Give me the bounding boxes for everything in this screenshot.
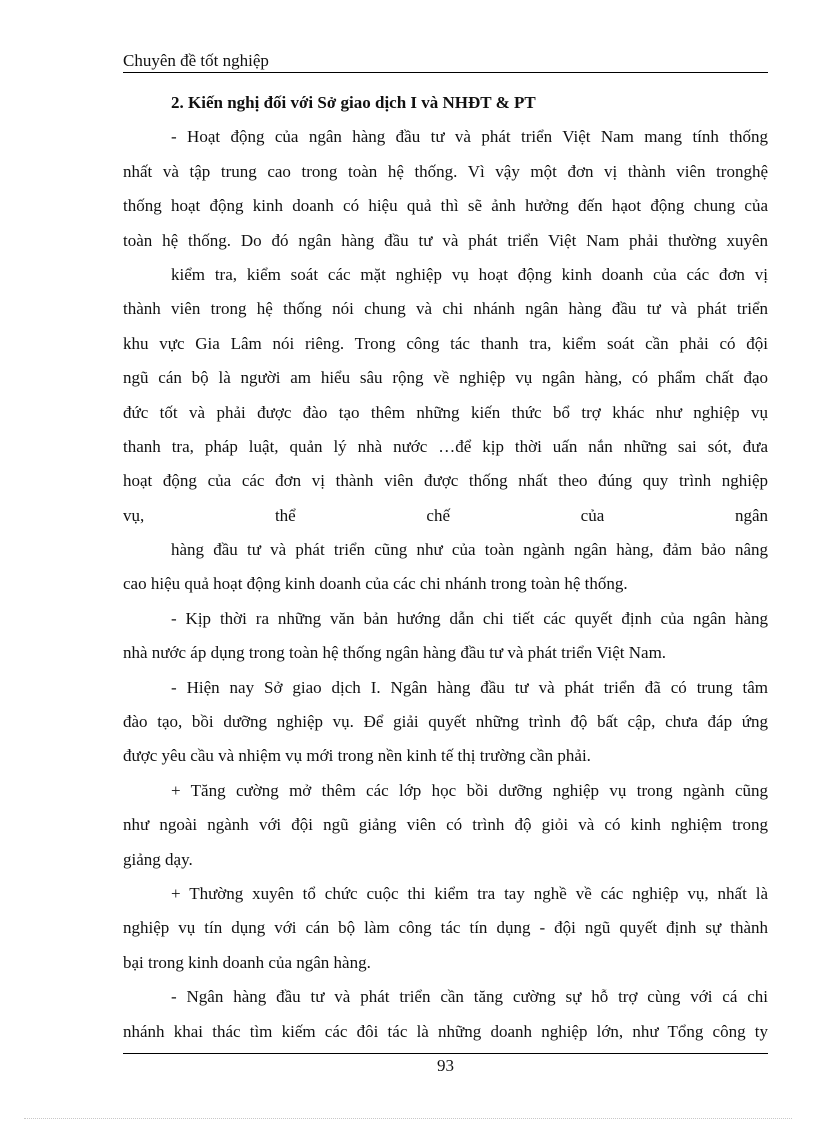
text-line: giảng dạy. bbox=[123, 849, 193, 869]
text-line: thanh tra, pháp luật, quản lý nhà nước …để kịp thời uấn nắn những sai sót, đưa bbox=[123, 436, 768, 456]
body-text bbox=[123, 86, 768, 1049]
text-line: vụ, thể chế của ngân bbox=[123, 505, 768, 525]
text-line: thành viên trong hệ thống nói chung và chi nhánh ngân hàng đầu tư và phát triển bbox=[123, 299, 768, 319]
text-line: nghiệp vụ tín dụng với cán bộ làm công tác tín dụng - đội ngũ quyết định sự thành bbox=[123, 918, 768, 938]
text-line: đức tốt và phải được đào tạo thêm những kiến thức bổ trợ khác như nghiệp vụ bbox=[123, 402, 768, 422]
text-line: như ngoài ngành với đội ngũ giảng viên có trình độ giỏi và có kinh nghiệm trong bbox=[123, 815, 768, 835]
page-number: 93 bbox=[437, 1056, 454, 1075]
text-line: + Thường xuyên tổ chức cuộc thi kiểm tra tay nghề về các nghiệp vụ, nhất là bbox=[171, 883, 768, 903]
text-line: hàng đầu tư và phát triển cũng như của toàn ngành ngân hàng, đảm bảo nâng bbox=[171, 540, 768, 560]
page-header bbox=[123, 50, 768, 73]
text-line: - Ngân hàng đầu tư và phát triển cần tăng cường sự hỗ trợ cùng với cá chi bbox=[171, 987, 768, 1007]
text-line: đào tạo, bồi dưỡng nghiệp vụ. Để giải quyết những trình độ bất cập, chưa đáp ứng bbox=[123, 712, 768, 732]
text-line: - Hoạt động của ngân hàng đầu tư và phát triển Việt Nam mang tính thống bbox=[171, 127, 768, 147]
text-line: cao hiệu quả hoạt động kinh doanh của các chi nhánh trong toàn hệ thống. bbox=[123, 574, 628, 594]
text-line: toàn hệ thống. Do đó ngân hàng đầu tư và phát triển Việt Nam phải thường xuyên bbox=[123, 230, 768, 250]
text-line: nhà nước áp dụng trong toàn hệ thống ngân hàng đầu tư và phát triển Việt Nam. bbox=[123, 643, 667, 663]
text-line: khu vực Gia Lâm nói riêng. Trong công tác thanh tra, kiểm soát cần phải có đội bbox=[123, 333, 768, 353]
text-line: thống hoạt động kinh doanh có hiệu quả thì sẽ ảnh hưởng đến hạot động chung của bbox=[123, 196, 768, 216]
text-line: bại trong kinh doanh của ngân hàng. bbox=[123, 952, 371, 972]
page-edge-divider bbox=[24, 1118, 792, 1119]
footer-rule bbox=[123, 1053, 768, 1054]
text-line: nhất và tập trung cao trong toàn hệ thống. Vì vậy một đơn vị thành viên tronghệ bbox=[123, 161, 768, 181]
text-line: nhánh khai thác tìm kiếm các đôi tác là những doanh nghiệp lớn, như Tổng công ty bbox=[123, 1021, 768, 1041]
text-line: kiểm tra, kiểm soát các mặt nghiệp vụ hoạt động kinh doanh của các đơn vị bbox=[171, 264, 768, 284]
text-line: + Tăng cường mở thêm các lớp học bồi dưỡng nghiệp vụ trong ngành cũng bbox=[171, 780, 768, 800]
header-title: Chuyên đề tốt nghiệp bbox=[123, 51, 269, 70]
text-line: được yêu cầu và nhiệm vụ mới trong nền kinh tế thị trường cần phải. bbox=[123, 746, 591, 766]
section-heading: 2. Kiến nghị đối với Sở giao dịch I và NHĐT & PT bbox=[171, 93, 536, 112]
text-line: ngũ cán bộ là người am hiểu sâu rộng về nghiệp vụ ngân hàng, có phẩm chất đạo bbox=[123, 368, 768, 388]
text-line: - Kịp thời ra những văn bản hướng dẫn chi tiết các quyết định của ngân hàng bbox=[171, 608, 768, 628]
text-line: hoạt động của các đơn vị thành viên được thống nhất theo đúng quy trình nghiệp bbox=[123, 471, 768, 491]
text-line: - Hiện nay Sở giao dịch I. Ngân hàng đầu tư và phát triển đã có trung tâm bbox=[171, 677, 768, 697]
